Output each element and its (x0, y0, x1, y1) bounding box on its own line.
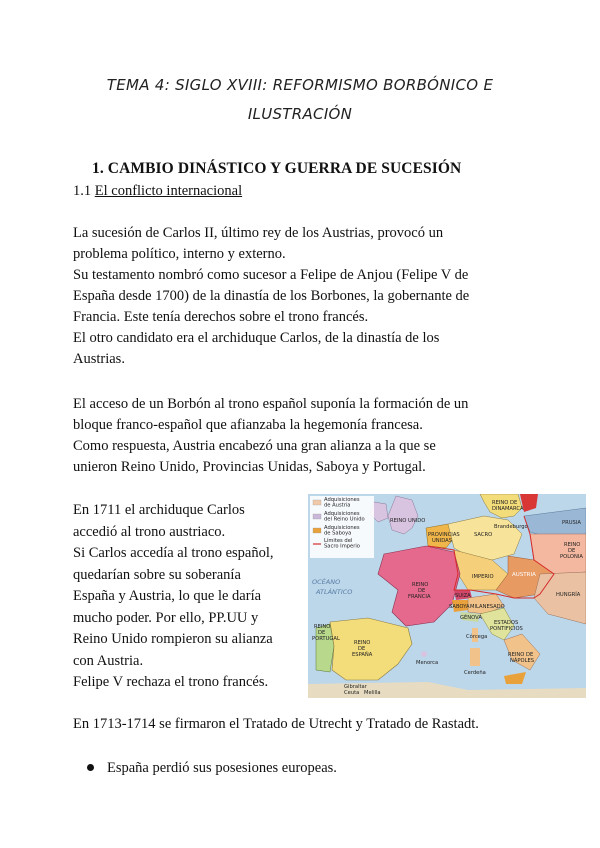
paragraph-archduke (73, 500, 303, 694)
text-line: Francia. Este tenía derechos sobre el trono francés. (73, 309, 369, 325)
legend-label-sacro: Límites del Sacro Imperio (324, 538, 360, 550)
bullet-list-item (87, 760, 337, 777)
text-line: España desde 1700) de la dinastía de los Borbones, la gobernante de (73, 288, 470, 304)
text-line: España y Austria, lo que le daría (73, 588, 262, 604)
text-line: En 1713-1714 se firmaron el Tratado de Utrecht y Tratado de Rastadt. (73, 716, 479, 732)
genoa-label: GÉNOVA (460, 615, 482, 621)
empire-label: IMPERIO (472, 574, 494, 580)
portugal-label-1: REINO (314, 624, 331, 630)
section-heading: 1. CAMBIO DINÁSTICO Y GUERRA DE SUCESIÓN (92, 160, 462, 177)
sardinia-label: Cerdeña (464, 670, 486, 676)
corsica-label: Córcega (466, 634, 488, 640)
text-line: quedarían sobre su soberanía (73, 566, 241, 583)
portugal-label-3: PORTUGAL (312, 636, 340, 642)
text-line: bloque franco-español que afianzaba la hegemonía francesa. (73, 417, 423, 433)
text-line: Austrias. (73, 351, 125, 367)
milan-label: MILANESADO (470, 604, 505, 610)
naples-label-2: NÁPOLES (510, 658, 535, 664)
spain-label-3: ESPAÑA (352, 652, 373, 658)
europe-map (308, 494, 586, 698)
uk-label: REINO UNIDO (390, 518, 426, 524)
text-line: Si Carlos accedía al trono español, (73, 545, 274, 561)
paragraph-treaties (73, 714, 528, 735)
gibraltar-label: Gibraltar (344, 684, 367, 690)
text-line: con Austria. (73, 652, 144, 669)
legend-label-uk: Adquisiciones del Reino Unido (324, 511, 365, 523)
denmark-label-2: DINAMARCA (492, 506, 524, 512)
brandenburg-label: Brandeburgo (494, 524, 528, 530)
text-line: unieron Reino Unido, Provincias Unidas, Saboya y Portugal. (73, 459, 426, 475)
prussia-label: PRUSIA (562, 520, 581, 526)
france-label-3: FRANCIA (408, 594, 431, 600)
legend-label-saboya: Adquisiciones de Saboya (324, 525, 360, 537)
text-line: Felipe V rechaza el trono francés. (73, 674, 269, 690)
paragraph-bloc (73, 394, 528, 478)
bullet-icon (87, 764, 94, 771)
switzerland-label: SUIZA (455, 593, 471, 599)
text-line: Reino Unido rompieron su alianza (73, 631, 273, 647)
legend-swatch-saboya (313, 528, 321, 533)
document-title-line2: ILUSTRACIÓN (247, 105, 353, 123)
savoy-label: SABOYA (449, 604, 470, 610)
melilla-label: Melilla (364, 690, 381, 696)
poland-label-3: POLONIA (560, 554, 583, 560)
legend-swatch-austria (313, 500, 321, 505)
text-line: Su testamento nombró como sucesor a Felipe de Anjou (Felipe V de (73, 267, 469, 283)
sacro-label: SACRO (474, 532, 493, 538)
sardinia-region (470, 648, 480, 666)
bullet-text: España perdió sus posesiones europeas. (107, 760, 337, 776)
spain-label-1: REINO (354, 640, 371, 646)
text-line: mucho poder. Por ello, PP.UU y (73, 609, 259, 626)
france-label-2: DE (418, 588, 426, 594)
text-line: En 1711 el archiduque Carlos (73, 502, 245, 518)
austria-label: AUSTRIA (512, 572, 536, 578)
provinces-label-2: UNIDAS (432, 538, 452, 544)
provinces-label-1: PROVINCIAS (428, 532, 460, 538)
text-line: El acceso de un Borbón al trono español suponía la formación de un (73, 396, 469, 412)
ocean-label-2: ATLÁNTICO (316, 588, 353, 596)
text-line: Como respuesta, Austria encabezó una gran alianza a la que se (73, 438, 436, 454)
denmark-label-1: REINO DE (492, 500, 518, 506)
papal-label-2: PONTIFICIOS (490, 626, 523, 632)
text-line: La sucesión de Carlos II, último rey de los Austrias, provocó un (73, 225, 444, 241)
text-line: accedió al trono austriaco. (73, 523, 226, 540)
papal-label-1: ESTADOS (494, 620, 519, 626)
legend-label-austria: Adquisiciones de Austria (324, 497, 360, 509)
text-line: El otro candidato era el archiduque Carlos, de la dinastía de los (73, 330, 440, 346)
subsection-title: El conflicto internacional (94, 183, 243, 199)
paragraph-succession (73, 223, 528, 370)
text-line: problema político, interno y externo. (73, 246, 286, 262)
ocean-label-1: OCÉANO (312, 578, 341, 586)
poland-label-1: REINO (564, 542, 581, 548)
subsection-number: 1.1 (73, 183, 95, 199)
france-label-1: REINO (412, 582, 429, 588)
poland-label-2: DE (568, 548, 576, 554)
spain-label-2: DE (358, 646, 366, 652)
europe-map-svg (308, 494, 586, 698)
ceuta-label: Ceuta (344, 690, 360, 696)
legend-swatch-uk (313, 514, 321, 519)
menorca-label: Menorca (416, 660, 439, 666)
portugal-label-2: DE (318, 630, 326, 636)
menorca-dot (421, 651, 427, 657)
subsection-heading (73, 183, 242, 200)
document-title-line1: TEMA 4: SIGLO XVIII: REFORMISMO BORBÓNICO E (106, 76, 494, 94)
hungary-label: HUNGRÍA (556, 592, 581, 598)
naples-label-1: REINO DE (508, 652, 534, 658)
